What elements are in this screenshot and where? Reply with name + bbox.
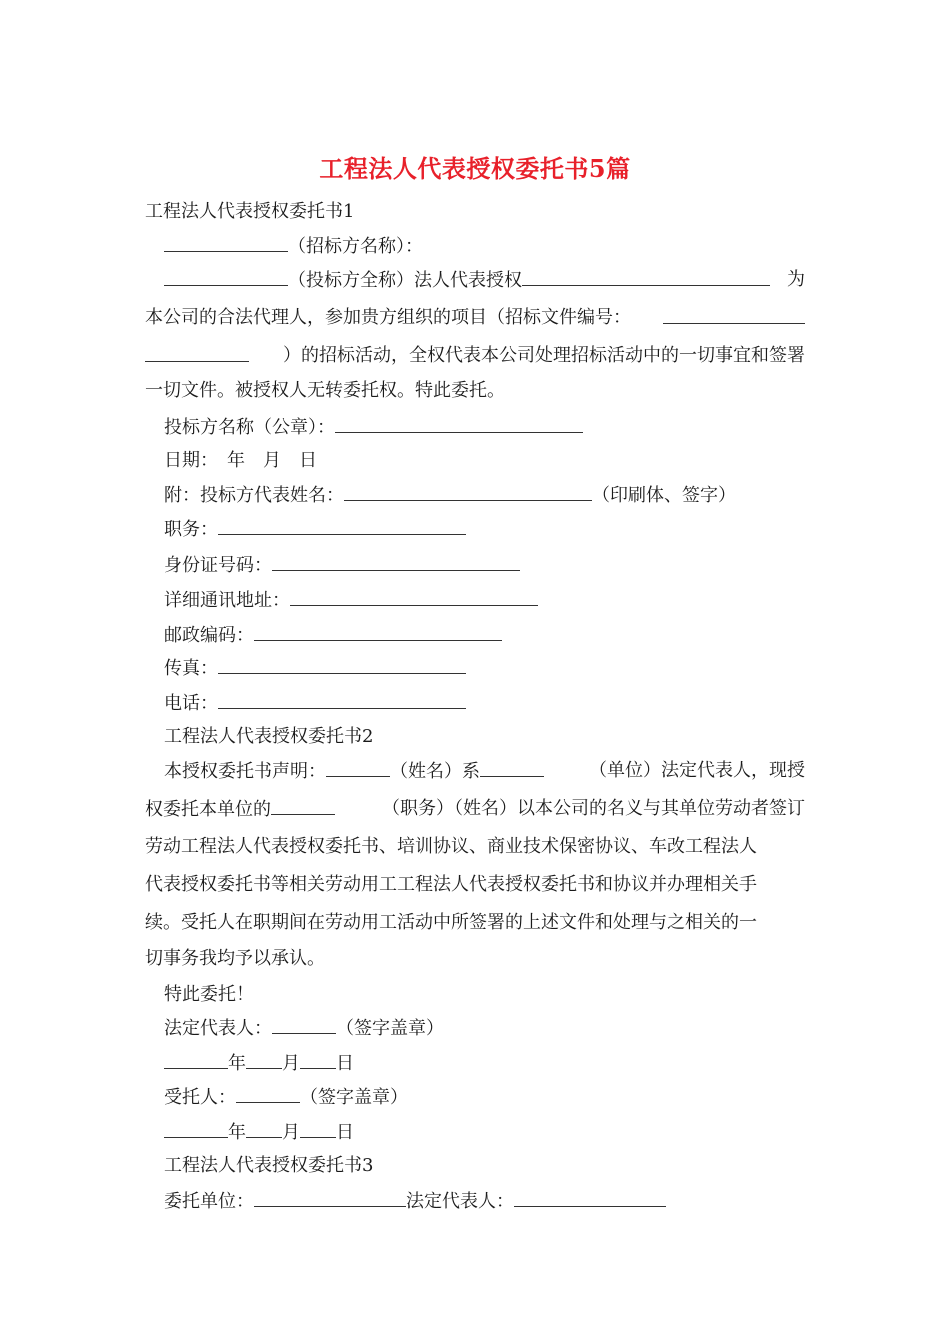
tenderer-line: （招标方名称）： — [164, 233, 423, 260]
tel-line: 电话： — [164, 690, 466, 717]
blank-field — [326, 758, 390, 777]
blank-field — [164, 1050, 228, 1069]
date-blank-line: 年 月 日 — [164, 1119, 354, 1146]
page-title: 工程法人代表授权委托书5篇 — [319, 154, 631, 183]
blank-field — [522, 267, 770, 286]
blank-field — [514, 1188, 666, 1207]
fax-line: 传真： — [164, 655, 466, 682]
blank-field — [335, 414, 583, 433]
special-line: 特此委托！ — [164, 984, 254, 1005]
paragraph-line: ）的招标活动，全权代表本公司处理招标活动中的一切事宜和签署 — [145, 343, 805, 369]
id-number-line: 身份证号码： — [164, 552, 520, 579]
paragraph-line: 续。受托人在职期间在劳动用工活动中所签署的上述文件和处理与之相关的一 — [145, 912, 757, 933]
paragraph-line: 代表授权委托书等相关劳动用工工程法人代表授权委托书和协议并办理相关手 — [145, 874, 757, 895]
blank-field — [236, 1084, 300, 1103]
blank-field — [254, 1188, 406, 1207]
blank-field — [164, 1119, 228, 1138]
blank-field — [663, 305, 805, 324]
paragraph-line: 一切文件。被授权人无转委托权。特此委托。 — [145, 380, 505, 401]
blank-field — [246, 1119, 282, 1138]
agent-line: 受托人： （签字盖章） — [164, 1084, 408, 1111]
paragraph-line: 本授权委托书声明： （姓名）系 （单位）法定代表人，现授 — [164, 760, 805, 782]
post-line: 职务： — [164, 516, 466, 543]
blank-field — [480, 758, 544, 777]
blank-field — [300, 1119, 336, 1138]
date-line: 日期： 年 月 日 — [164, 450, 317, 471]
blank-field — [254, 622, 502, 641]
paragraph-line: 切事务我均予以承认。 — [145, 948, 325, 969]
entrusting-unit-line: 委托单位： 法定代表人： — [164, 1188, 666, 1215]
blank-field — [290, 587, 538, 606]
blank-field — [272, 1015, 336, 1034]
zip-line: 邮政编码： — [164, 622, 502, 649]
blank-field — [218, 516, 466, 535]
paragraph-line: 劳动工程法人代表授权委托书、培训协议、商业技术保密协议、车改工程法人 — [145, 836, 757, 857]
blank-field — [344, 482, 592, 501]
blank-field — [164, 267, 288, 286]
legal-rep-line: 法定代表人： （签字盖章） — [164, 1015, 444, 1042]
blank-field — [271, 796, 335, 815]
blank-field — [300, 1050, 336, 1069]
section-2-heading: 工程法人代表授权委托书2 — [164, 726, 374, 747]
blank-field — [145, 343, 249, 362]
paragraph-line: 本公司的合法代理人，参加贵方组织的项目（招标文件编号： — [145, 305, 805, 331]
blank-field — [218, 655, 466, 674]
paragraph-line: 权委托本单位的 （职务）（姓名）以本公司的名义与其单位劳动者签订 — [145, 798, 805, 820]
blank-field — [246, 1050, 282, 1069]
section-3-heading: 工程法人代表授权委托书3 — [164, 1155, 374, 1176]
paragraph-line: （投标方全称）法人代表授权 为 — [145, 267, 805, 294]
address-line: 详细通讯地址： — [164, 587, 538, 614]
date-blank-line: 年 月 日 — [164, 1050, 354, 1077]
blank-field — [218, 690, 466, 709]
company-seal-line: 投标方名称（公章）： — [164, 414, 583, 441]
rep-name-line: 附：投标方代表姓名： （印刷体、签字） — [164, 482, 736, 509]
blank-field — [164, 233, 288, 252]
blank-field — [272, 552, 520, 571]
section-1-heading: 工程法人代表授权委托书1 — [145, 201, 355, 222]
